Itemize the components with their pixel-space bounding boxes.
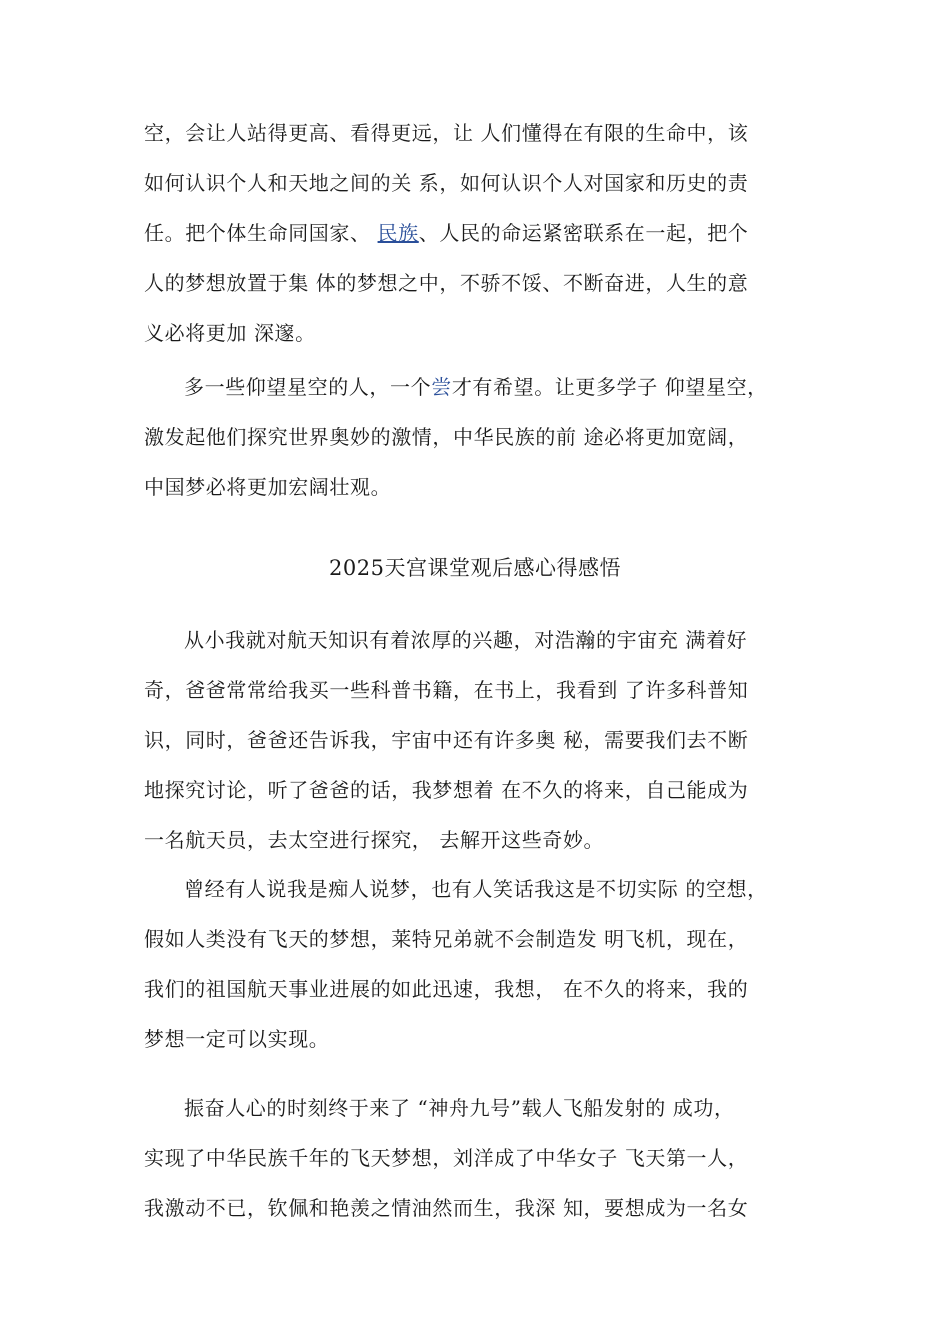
text-segment: 、人民的命运紧密联系在一起，把个 bbox=[418, 221, 749, 245]
text-line: 我激动不已，钦佩和艳羡之情油然而生，我深 知，要想成为一名女 bbox=[144, 1196, 749, 1220]
text-line: 中国梦必将更加宏阔壮观。 bbox=[144, 475, 392, 499]
paragraph-2 bbox=[144, 362, 834, 512]
highlighted-char: 尝 bbox=[431, 375, 452, 399]
text-line: 振奋人心的时刻终于来了 “神舟九号”载人飞船发射的 成功， bbox=[184, 1096, 735, 1120]
minzu-link[interactable]: 民族 bbox=[377, 221, 419, 245]
text-segment: 任。把个体生命同国家、 bbox=[144, 221, 378, 245]
text-line bbox=[144, 362, 834, 412]
text-line: 实现了中华民族千年的飞天梦想，刘洋成了中华女子 飞天第一人， bbox=[144, 1146, 749, 1170]
paragraph-4 bbox=[144, 864, 834, 1064]
paragraph-1 bbox=[144, 108, 834, 358]
text-line: 一名航天员，去太空进行探究， 去解开这些奇妙。 bbox=[144, 828, 605, 852]
text-line: 激发起他们探究世界奥妙的激情，中华民族的前 途必将更加宽阔， bbox=[144, 425, 749, 449]
text-line: 如何认识个人和天地之间的关 系，如何认识个人对国家和历史的责 bbox=[144, 171, 749, 195]
text-line: 识，同时，爸爸还告诉我，宇宙中还有许多奥 秘，需要我们去不断 bbox=[144, 728, 749, 752]
text-line: 人的梦想放置于集 体的梦想之中，不骄不馁、不断奋进，人生的意 bbox=[144, 271, 749, 295]
text-line: 梦想一定可以实现。 bbox=[144, 1027, 330, 1051]
text-line: 地探究讨论，听了爸爸的话，我梦想着 在不久的将来，自己能成为 bbox=[144, 778, 749, 802]
text-segment: 多一些仰望星空的人，一个 bbox=[184, 375, 432, 399]
text-line: 曾经有人说我是痴人说梦，也有人笑话我这是不切实际 的空想， bbox=[184, 877, 768, 901]
paragraph-5 bbox=[144, 1083, 834, 1233]
paragraph-3 bbox=[144, 615, 834, 865]
text-line: 从小我就对航天知识有着浓厚的兴趣，对浩瀚的宇宙充 满着好 bbox=[184, 628, 748, 652]
article-title: 2025天宫课堂观后感心得感悟 bbox=[329, 556, 621, 580]
text-line bbox=[144, 208, 834, 258]
text-line: 假如人类没有飞天的梦想，莱特兄弟就不会制造发 明飞机，现在， bbox=[144, 927, 749, 951]
text-line: 我们的祖国航天事业进展的如此迅速，我想， 在不久的将来，我的 bbox=[144, 977, 749, 1001]
text-line: 奇，爸爸常常给我买一些科普书籍，在书上，我看到 了许多科普知 bbox=[144, 678, 749, 702]
text-line: 空，会让人站得更高、看得更远，让 人们懂得在有限的生命中，该 bbox=[144, 121, 749, 145]
text-line: 义必将更加 深邃。 bbox=[144, 321, 316, 345]
text-segment: 才有希望。让更多学子 仰望星空， bbox=[451, 375, 768, 399]
